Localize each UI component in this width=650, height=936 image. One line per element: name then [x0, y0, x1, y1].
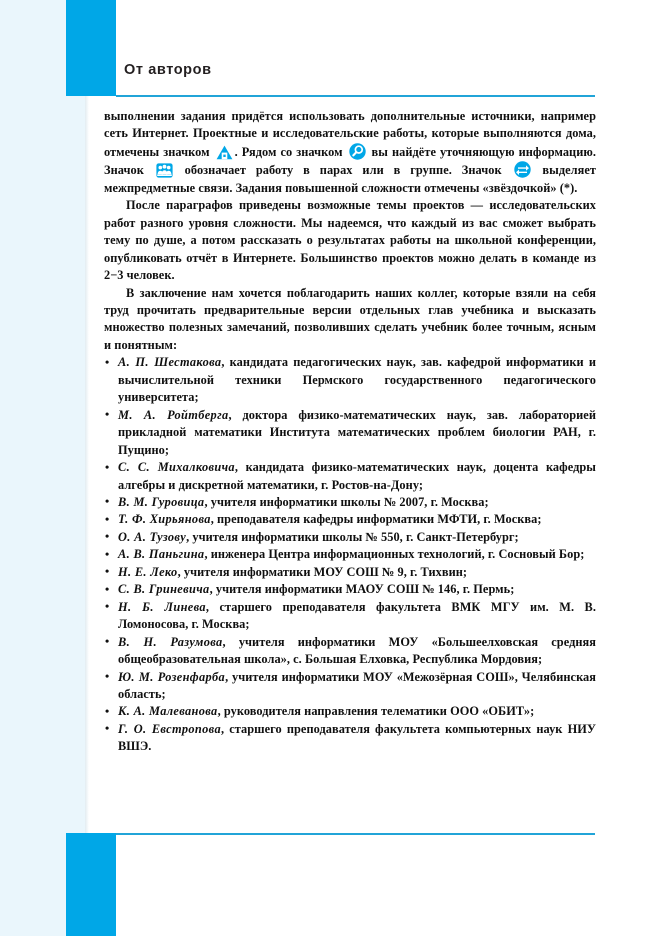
- header-divider: [116, 95, 595, 97]
- home-icon: [216, 145, 233, 160]
- credit-description: , учителя информатики школы № 550, г. Санкт-Петербург;: [186, 529, 519, 544]
- page-title: От авторов: [124, 62, 212, 78]
- credit-name: В. М. Гуровица: [118, 494, 205, 509]
- list-item: [104, 721, 596, 756]
- credit-name: М. А. Ройтберга: [118, 407, 229, 422]
- list-item: [104, 634, 596, 669]
- page-content: [104, 108, 596, 756]
- list-item: [104, 546, 596, 563]
- credit-description: , доктора физико-математических наук, зав. лабораторией прикладной математики Института математических проблем биологии РАН, г. Пущино;: [118, 407, 596, 457]
- header-accent-block: [66, 0, 116, 96]
- list-item: [104, 564, 596, 581]
- magnifier-icon: [349, 143, 366, 160]
- paragraph-text-segment: обозначает работу в парах или в группе. Значок: [174, 163, 512, 178]
- list-item: [104, 669, 596, 704]
- list-item: [104, 599, 596, 634]
- list-item: [104, 581, 596, 598]
- credit-description: , руководителя направления телематики ООО «ОБИТ»;: [217, 704, 535, 719]
- paragraph-intro-icons: [104, 108, 596, 197]
- list-item: [104, 494, 596, 511]
- list-item: [104, 354, 596, 406]
- credit-name: В. Н. Разумова: [118, 634, 223, 649]
- list-item: [104, 459, 596, 494]
- credit-name: К. А. Малеванова: [118, 704, 218, 719]
- credit-description: , кандидата физико-математических наук, доцента кафедры алгебры и дискретной математики, г. Ростов-на-Дону;: [118, 460, 596, 492]
- exchange-arrows-icon: [514, 161, 531, 178]
- paragraph-text-segment: . Рядом со значком: [234, 144, 347, 159]
- credit-name: О. А. Тузову: [118, 529, 187, 544]
- list-item: [104, 511, 596, 528]
- paragraph-text-segment: выделяет межпредметные связи. Задания повышенной сложности отмечены «звёздочкой» (*).: [104, 163, 596, 195]
- credit-name: Н. Е. Леко: [118, 564, 178, 579]
- list-item: [104, 529, 596, 546]
- credit-description: , кандидата педагогических наук, зав. кафедрой информатики и вычислительной техники Пермского государственного педагогического университета;: [118, 355, 596, 405]
- credit-description: , учителя информатики МОУ СОШ № 9, г. Тихвин;: [177, 564, 468, 579]
- credit-name: Т. Ф. Хирьянова: [118, 512, 211, 527]
- credit-name: Ю. М. Розенфарба: [118, 669, 226, 684]
- credit-description: , учителя информатики МОУ «Межозёрная СОШ», Челябинская область;: [118, 669, 597, 701]
- credit-name: А. В. Паньгина: [118, 547, 205, 562]
- credit-description: , учителя информатики школы № 2007, г. Москва;: [204, 494, 489, 509]
- credit-description: , старшего преподавателя факультета ВМК МГУ им. М. В. Ломоносова, г. Москва;: [118, 599, 596, 632]
- credit-name: Н. Б. Линева: [118, 599, 206, 614]
- credit-description: , учителя информатики МАОУ СОШ № 146, г. Пермь;: [209, 582, 515, 597]
- credit-name: Г. О. Евстропова: [118, 721, 221, 736]
- credit-description: , старшего преподавателя факультета компьютерных наук НИУ ВШЭ.: [118, 721, 596, 754]
- page-footer: [0, 830, 650, 936]
- credit-description: , инженера Центра информационных технологий, г. Сосновый Бор;: [204, 547, 585, 562]
- paragraph-acknowledgement: В заключение нам хочется поблагодарить наших коллег, которые взяли на себя труд прочитать предварительные версии отдельных глав учебника и высказать множество полезных замечаний, позволивших сделать учебник более точным, ясным и понятным:: [104, 285, 596, 352]
- paragraph-text-segment: выполнении задания придётся использовать дополнительные источники, например сеть Интернет. Проектные и исследовательские работы, которые выполняются дома, отмечены значком: [104, 109, 596, 159]
- group-icon: [156, 163, 173, 178]
- credit-name: А. П. Шестакова: [118, 355, 222, 370]
- footer-accent-block: [66, 833, 155, 936]
- page-header: [0, 0, 650, 96]
- credit-name: С. В. Гриневича: [118, 582, 210, 597]
- list-item: [104, 407, 596, 459]
- credit-name: С. С. Михалковича: [118, 460, 235, 475]
- paragraph-projects: После параграфов приведены возможные темы проектов — исследовательских работ разного уровня сложности. Мы надеемся, что каждый из вас сможет выбрать тему по душе, а потом рассказать о результатах работы на школьной конференции, опубликовать отчёт в Интернете. Большинство проектов можно делать в команде из 2−3 человек.: [104, 198, 596, 283]
- credit-description: , учителя информатики МОУ «Большеелховская средняя общеобразовательная школа», с. Большая Елховка, Республика Мордовия;: [118, 634, 596, 667]
- footer-divider: [116, 833, 595, 835]
- credit-description: , преподавателя кафедры информатики МФТИ, г. Москва;: [210, 512, 542, 527]
- list-item: [104, 703, 596, 720]
- page-number: 4: [146, 845, 155, 862]
- paragraph-text-segment: вы найдёте уточняющую информацию. Значок: [104, 144, 596, 178]
- credits-list: [104, 354, 596, 755]
